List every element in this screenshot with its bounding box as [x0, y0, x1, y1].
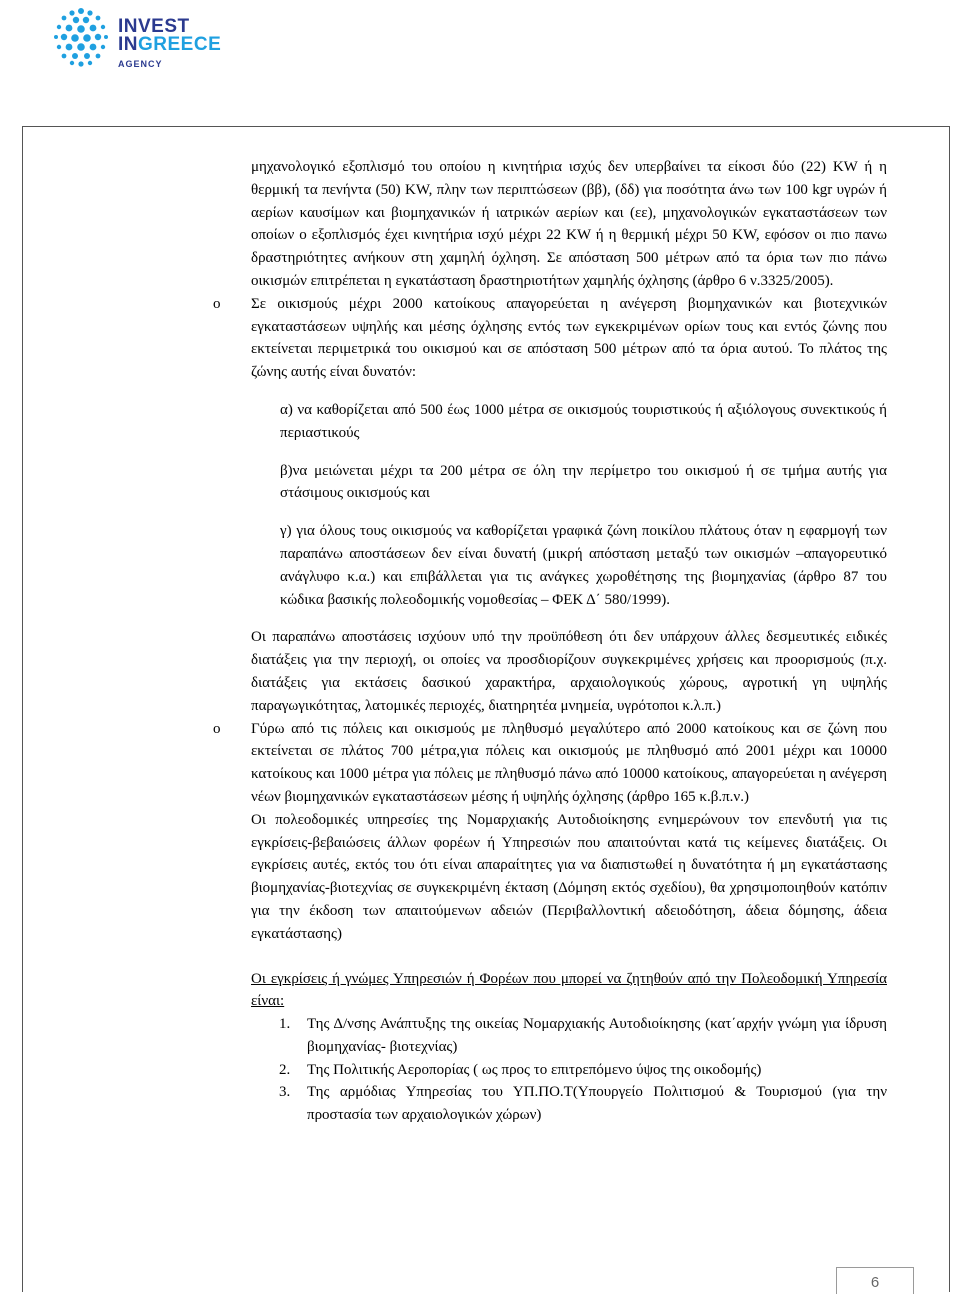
bullet-text: Γύρω από τις πόλεις και οικισμούς με πληθυσμό μεγαλύτερο από 2000 κατοίκους και σε ζώνη που εκτείνεται σε πλάτος 700 μέτρα,για πόλεις και οικισμούς με πληθυσμό από 2001 μέχρι και 10000 κατοίκους και 1000 μέτρα για πόλεις με πληθυσμό πάνω από 10000 κατοίκους, απαγορεύεται η ανέγερση νέων βιομηχανικών εγκαταστάσεων μέσης ή υψηλής όχλησης (άρθρο 165 κ.β.π.ν.) — [251, 720, 887, 805]
list-item-text: Της αρμόδιας Υπηρεσίας του ΥΠ.ΠΟ.Τ(Υπουργείο Πολιτισμού & Τουρισμού (για την προστασία των αρχαιολογικών χώρων) — [307, 1084, 887, 1124]
list-number: 2. — [279, 1061, 291, 1078]
approvals-list-item — [251, 1081, 887, 1127]
logo-line-agency: AGENCY — [118, 59, 163, 69]
approvals-list-item — [251, 1013, 887, 1059]
intro-paragraph: μηχανολογικό εξοπλισμό του οποίου η κινητήρια ισχύς δεν υπερβαίνει τα είκοσι δύο (22) KW ή η θερμική τα πενήντα (50) KW, πλην των περιπτώσεων (ββ), (δδ) για ποσότητα άνω των 100 kgr υγρών ή αερίων καυσίμων και βιομηχανικών ή ιατρικών αερίων και (εε), μηχανολογικών εγκαταστάσεων των οποίων ο εξοπλισμός έχει κινητήρια ισχύ μέχρι 22 KW ή η θερμική μέχρι 50 KW, εφόσον οι πιο πανω δραστηριότητες ανήκουν στη χαμηλή όχληση. Σε απόσταση 500 μέτρων από τα όρια των πιο πάνω οικισμών επιτρέπεται η εγκατάσταση δραστηριοτήτων χαμηλής όχλησης (άρθρο 6 ν.3325/2005). — [251, 159, 887, 289]
bullet-item-settlements-2000 — [213, 293, 887, 718]
invest-in-greece-logo — [50, 6, 250, 76]
bullet-item-cities — [213, 718, 887, 946]
logo-wordmark — [118, 18, 221, 73]
page-number: 6 — [870, 1274, 880, 1291]
page-number-box — [836, 1267, 914, 1294]
logo-line-invest: INVEST — [118, 16, 190, 37]
planning-services-paragraph: Οι πολεοδομικές υπηρεσίες της Νομαρχιακής Αυτοδιοίκησης ενημερώνουν τον επενδυτή για τις εγκρίσεις-βεβαιώσεις άλλων φορέων ή Υπηρεσιών που απαιτούνται κατά τις κείμενες διατάξεις. Οι εγκρίσεις αυτές, εκτός του ότι είναι απαραίτητες για να διαπιστωθεί η δυνατότητα ή μη εγκατάστασης βιομηχανίας-βιοτεχνίας σε συγκεκριμένη έκταση (Δόμηση εκτός σχεδίου), θα χρησιμοποιηθούν κατόπιν για την έκδοση των απαιτούμενων αδειών (Περιβαλλοντική αδειοδότηση, άδεια δόμησης, άδεια εγκατάστασης) — [251, 811, 887, 942]
approvals-list — [251, 1013, 887, 1127]
bullet-marker: o — [213, 720, 221, 737]
list-number: 1. — [279, 1016, 291, 1033]
page-frame-left-border — [22, 126, 23, 1292]
bullet-marker: o — [213, 295, 221, 312]
list-item-text: Της Πολιτικής Αεροπορίας ( ως προς το επιτρεπόμενο ύψος της οικοδομής) — [307, 1061, 762, 1078]
logo-word-in: IN — [118, 34, 138, 55]
document-body — [213, 156, 887, 1127]
sub-item-b: β)να μειώνεται μέχρι τα 200 μέτρα σε όλη την περίμετρο του οικισμού ή σε τμήμα αυτής για στάσιμους οικισμούς και — [280, 462, 887, 502]
spacer — [251, 946, 887, 968]
approvals-list-item — [251, 1059, 887, 1082]
logo-word-greece: GREECE — [138, 34, 222, 55]
bullet-text: Σε οικισμούς μέχρι 2000 κατοίκους απαγορεύεται η ανέγερση βιομηχανικών και βιοτεχνικών εγκαταστάσεων υψηλής και μέσης όχλησης εντός των εγκεκριμένων ορίων τους και εντός ζώνης που εκτείνεται περιμετρικά του οικισμού και σε απόσταση 500 μέτρων από τα όρια αυτού. Το πλάτος της ζώνης αυτής είναι δυνατόν: — [251, 295, 887, 381]
logo-line-ingreece — [118, 36, 221, 54]
list-item-text: Της Δ/νσης Ανάπτυξης της οικείας Νομαρχιακής Αυτοδιοίκησης (κατ΄αρχήν γνώμη για ίδρυση βιομηχανίας- βιοτεχνίας) — [307, 1016, 887, 1055]
list-number: 3. — [279, 1084, 291, 1101]
sub-item-a: α) να καθορίζεται από 500 έως 1000 μέτρα σε οικισμούς τουριστικούς ή αξιόλογους συνεκτικούς ή περιαστικούς — [280, 401, 887, 441]
approvals-heading: Οι εγκρίσεις ή γνώμες Υπηρεσιών ή Φορέων που μπορεί να ζητηθούν από την Πολεοδομική Υπηρεσία είναι: — [251, 970, 887, 1010]
distances-paragraph: Οι παραπάνω αποστάσεις ισχύουν υπό την προϋπόθεση ότι δεν υπάρχουν άλλες δεσμευτικές ειδικές διατάξεις για την περιοχή, οι οποίες να προσδιορίζουν συγκεκριμένες χρήσεις και προορισμούς (π.χ. διατάξεις για εκτάσεις δασικού χαρακτήρα, αρχαιολογικούς χώρους, αγροτική γη υψηλής παραγωγικότητας, λατομικές περιοχές, διατηρητέα μνημεία, υγρότοποι κ.λ.π.) — [251, 629, 887, 714]
page-frame-top-border — [22, 126, 950, 127]
page-frame-right-border — [949, 126, 950, 1292]
sub-item-c: γ) για όλους τους οικισμούς να καθορίζεται γραφικά ζώνη ποικίλου πλάτους όταν η εφαρμογή των παραπάνω αποστάσεων δεν είναι δυνατή (μικρή απόσταση μεταξύ των οικισμών –απαγορευτικό ανάγλυφο κ.α.) και επιβάλλεται για τις ανάγκες χωροθέτησης της βιομηχανίας (άρθρο 87 του κώδικα βασικής πολεοδομικής νομοθεσίας – ΦΕΚ Δ΄ 580/1999). — [280, 523, 887, 608]
logo-dot-globe-icon — [50, 6, 112, 68]
